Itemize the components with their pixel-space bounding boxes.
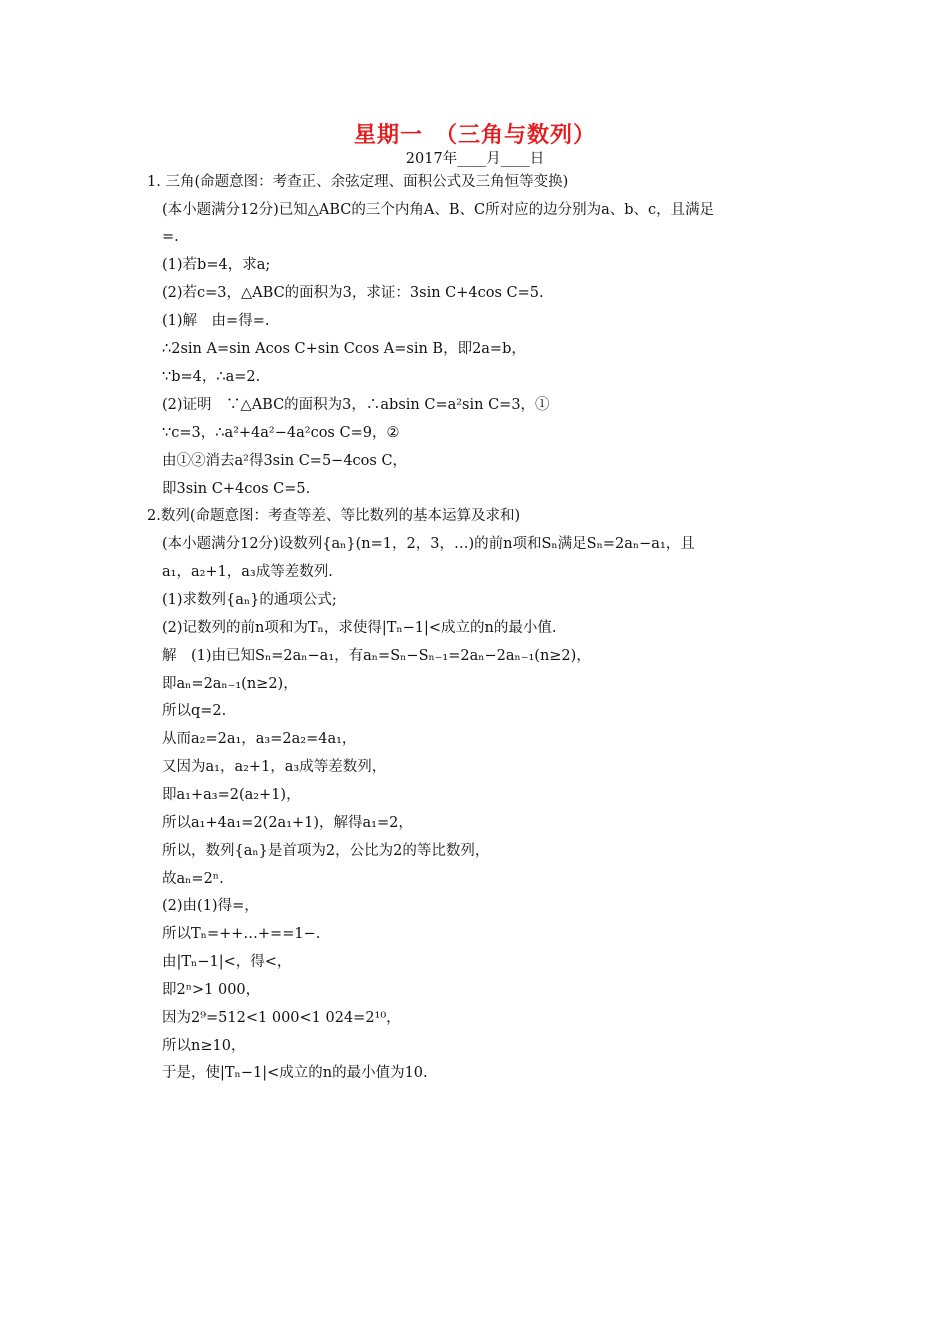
solution-line: 即aₙ=2aₙ₋₁(n≥2)， <box>162 676 298 692</box>
problem-1-part-1: (1)若b=4，求a; <box>162 257 271 273</box>
problem-1-part-2: (2)若c=3，△ABC的面积为3，求证：3sin C+4cos C=5. <box>162 285 544 301</box>
solution-line: 所以n≥10， <box>162 1038 246 1054</box>
problem-2-heading: 2.数列(命题意图：考查等差、等比数列的基本运算及求和) <box>147 508 521 524</box>
problem-2-condition: a₁，a₂+1，a₃成等差数列. <box>162 564 333 580</box>
solution-line: 于是，使|Tₙ−1|<成立的n的最小值为10. <box>162 1065 428 1081</box>
solution-line: (1)解 由=得=. <box>162 313 270 329</box>
solution-line: 所以Tₙ=++…+==1−. <box>162 926 321 942</box>
solution-line: 即3sin C+4cos C=5. <box>162 481 311 497</box>
solution-line: 又因为a₁，a₂+1，a₃成等差数列， <box>162 759 387 775</box>
solution-line: 即a₁+a₃=2(a₂+1)， <box>162 787 301 803</box>
problem-1-statement: (本小题满分12分)已知△ABC的三个内角A、B、C所对应的边分别为a、b、c，且满足 <box>162 202 715 218</box>
solution-line: ∴2sin A=sin Acos C+sin Ccos A=sin B，即2a=b， <box>162 341 526 357</box>
solution-line: 从而a₂=2a₁，a₃=2a₂=4a₁， <box>162 731 357 747</box>
page-title: 星期一 （三角与数列） <box>353 123 596 148</box>
solution-line: 故aₙ=2ⁿ. <box>162 871 224 887</box>
solution-line: ∵b=4，∴a=2. <box>162 369 261 385</box>
solution-line: 即2ⁿ>1 000， <box>162 982 261 998</box>
solution-line: 因为2⁹=512<1 000<1 024=2¹⁰， <box>162 1010 401 1026</box>
solution-line: ∵c=3，∴a²+4a²−4a²cos C=9，② <box>162 425 400 441</box>
problem-2-statement: (本小题满分12分)设数列{aₙ}(n=1，2，3，…)的前n项和Sₙ满足Sₙ=2aₙ−a₁，且 <box>162 536 695 552</box>
solution-line: 由①②消去a²得3sin C=5−4cos C， <box>162 453 408 469</box>
problem-2-part-2: (2)记数列的前n项和为Tₙ，求使得|Tₙ−1|<成立的n的最小值. <box>162 620 557 636</box>
problem-1-condition: =. <box>162 229 179 245</box>
solution-line: 由|Tₙ−1|<，得<， <box>162 954 292 970</box>
solution-line: (2)证明 ∵△ABC的面积为3，∴absin C=a²sin C=3，① <box>162 397 550 413</box>
solution-line: 所以，数列{aₙ}是首项为2，公比为2的等比数列， <box>162 843 490 859</box>
problem-2-part-1: (1)求数列{aₙ}的通项公式; <box>162 592 337 608</box>
problem-1-heading: 1. 三角(命题意图：考查正、余弦定理、面积公式及三角恒等变换) <box>147 174 569 190</box>
date-line: 2017年____月____日 <box>405 151 545 167</box>
solution-line: 所以a₁+4a₁=2(2a₁+1)，解得a₁=2， <box>162 815 413 831</box>
solution-line: 所以q=2. <box>162 703 227 719</box>
solution-line: 解 (1)由已知Sₙ=2aₙ−a₁，有aₙ=Sₙ−Sₙ₋₁=2aₙ−2aₙ₋₁(n≥2)， <box>162 648 591 664</box>
solution-line: (2)由(1)得=， <box>162 898 259 914</box>
